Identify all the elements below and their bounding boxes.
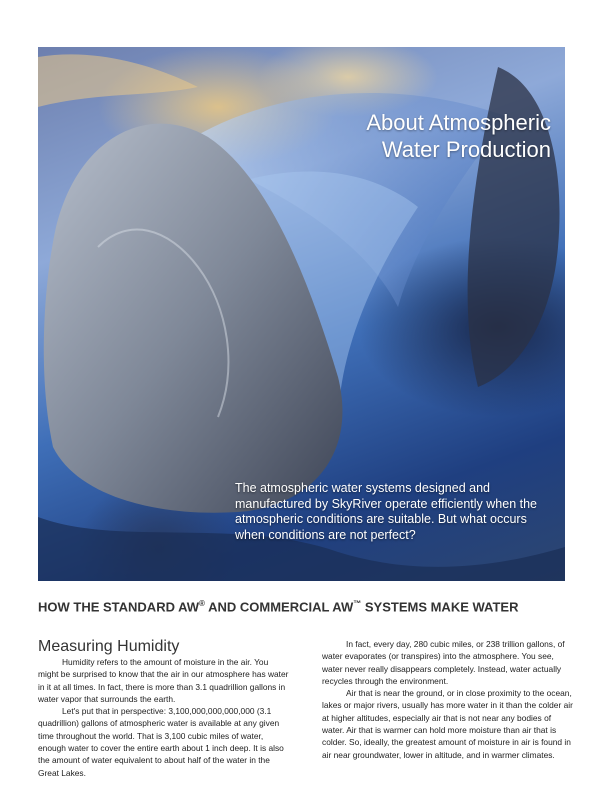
hero-caption: The atmospheric water systems designed and manufactured by SkyRiver operate efficiently when the atmospheric conditions are suitable. But what occurs when conditions are not perfect? <box>235 481 538 542</box>
section-heading-part-2: AND COMMERCIAL AW <box>204 599 354 615</box>
hero-title <box>291 109 551 163</box>
left-column <box>38 656 290 779</box>
hero-image <box>38 47 565 581</box>
right-paragraph-2: Air that is near the ground, or in close proximity to the ocean, lakes or major rivers, usually has more water in it than the colder air at higher altitudes, especially air that is not near any bodies of water. Air that is warmer can hold more moisture than air that is colder. So, ideally, the greatest amount of moisture in air is found in air near groundwater, lower in altitude, and in warmer climates. <box>322 688 573 760</box>
hero-title-line-2: Water Production <box>381 137 551 162</box>
section-heading-part-1: HOW THE STANDARD AW <box>38 599 200 615</box>
section-heading <box>38 596 568 615</box>
section-heading-part-3: SYSTEMS MAKE WATER <box>361 599 519 615</box>
hero-title-line-1: About Atmospheric <box>366 110 551 135</box>
trademark-mark: ™ <box>353 599 362 608</box>
left-paragraph-1: Humidity refers to the amount of moisture in the air. You might be surprised to know that the air in our atmosphere has water in it at all times. In fact, there is more than 3.1 quadrillion gallons in water vapor that surrounds the earth. <box>38 657 289 704</box>
right-column <box>322 638 574 761</box>
right-paragraph-1: In fact, every day, 280 cubic miles, or 238 trillion gallons, of water evaporates (or transpires) into the atmosphere. You see, water never really disappears completely. Instead, water actually recycles through the environment. <box>322 639 565 686</box>
registered-mark: ® <box>199 599 205 608</box>
subheading-measuring-humidity: Measuring Humidity <box>38 638 180 655</box>
left-paragraph-2: Let's put that in perspective: 3,100,000,000,000,000 (3.1 quadrillion) gallons of atmospheric water is available at any given time throughout the world. That is 3,100 cubic miles of water, enough water to cover the entire earth about 1 inch deep. It is also the amount of water equivalent to about half of the water in the Great Lakes. <box>38 706 284 778</box>
